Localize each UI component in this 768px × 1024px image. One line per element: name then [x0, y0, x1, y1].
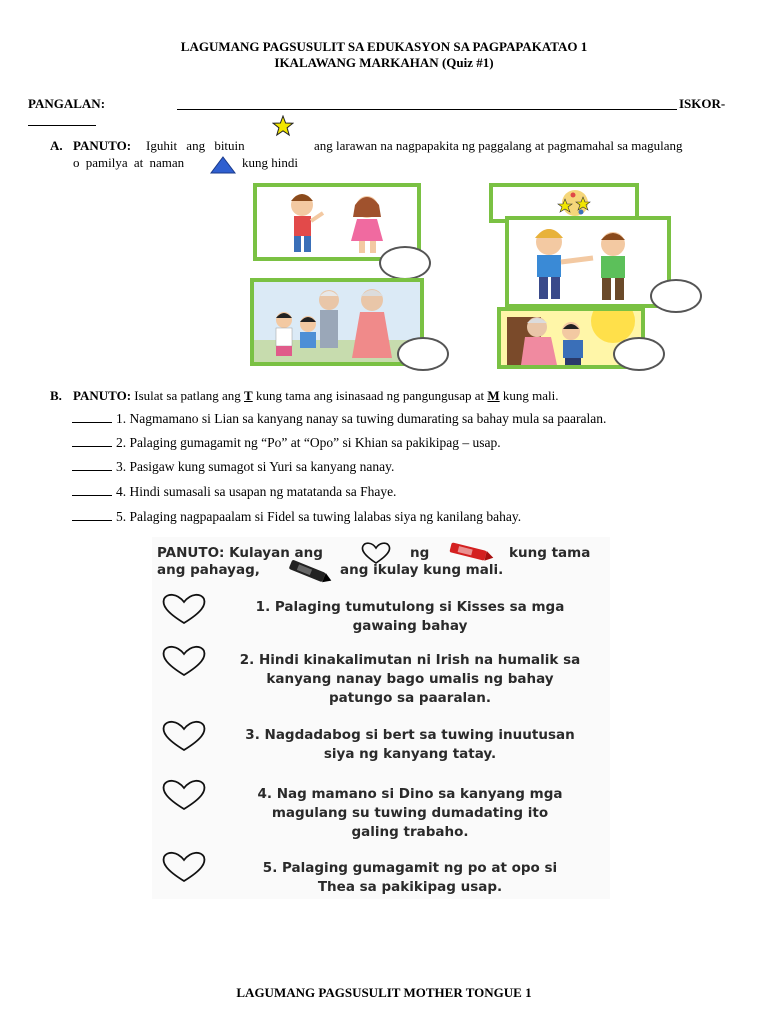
- panel-panuto-d: ang pahayag,: [157, 562, 260, 578]
- section-a-text-3: o pamilya at naman: [73, 155, 185, 170]
- partial-illustration: [493, 187, 635, 219]
- panel-panuto-a: PANUTO: Kulayan ang: [157, 545, 323, 561]
- section-b-instr-m: M: [487, 388, 500, 403]
- answer-blank-3[interactable]: [72, 470, 112, 471]
- coloring-item-line: 5. Palaging gumagamit ng po at opo si: [262, 860, 558, 876]
- answer-circle-1[interactable]: [379, 246, 431, 280]
- answer-circle-4[interactable]: [613, 337, 665, 371]
- answer-circle-3[interactable]: [650, 279, 702, 313]
- triangle-icon: [210, 156, 236, 174]
- answer-blank-5[interactable]: [72, 520, 112, 521]
- true-false-item-1: [72, 411, 606, 427]
- coloring-item-5: [210, 859, 610, 897]
- panel-panuto-b: ng: [410, 545, 430, 561]
- heart-icon[interactable]: [160, 592, 208, 626]
- answer-blank-2[interactable]: [72, 446, 112, 447]
- true-false-item-3: [72, 459, 394, 475]
- name-label: PANGALAN:: [28, 96, 106, 111]
- footer-title: LAGUMANG PAGSUSULIT MOTHER TONGUE 1: [236, 985, 532, 1000]
- answer-circle-2[interactable]: [397, 337, 449, 371]
- star-icon: [272, 115, 294, 137]
- section-b-instr-1: Isulat sa patlang ang: [134, 388, 241, 403]
- true-false-item-5: [72, 509, 521, 525]
- heart-icon[interactable]: [160, 778, 208, 812]
- name-line[interactable]: [177, 109, 677, 110]
- picture-card-boys-pushing: [505, 216, 671, 308]
- coloring-item-line: galing trabaho.: [351, 824, 469, 840]
- section-a-letter: A.: [50, 138, 63, 153]
- section-b-instructions: [73, 387, 559, 405]
- red-crayon-icon: [444, 541, 496, 563]
- panel-panuto-c: kung tama: [509, 545, 591, 561]
- coloring-item-line: magulang su tuwing dumadating ito: [271, 805, 549, 821]
- coloring-item-line: 3. Nagdadabog si bert sa tuwing inuutusan: [245, 727, 575, 743]
- section-b-instr-t: T: [244, 388, 253, 403]
- coloring-item-4: [210, 785, 610, 842]
- heart-icon[interactable]: [160, 850, 208, 884]
- item-text: 5. Palaging nagpapaalam si Fidel sa tuwing lalabas siya ng kanilang bahay.: [116, 509, 522, 524]
- grandparents-illustration: [254, 282, 420, 362]
- page-title: LAGUMANG PAGSUSULIT SA EDUKASYON SA PAGPAPAKATAO 1: [180, 39, 588, 54]
- item-text: 4. Hindi sumasali sa usapan ng matatanda sa Fhaye.: [116, 484, 397, 499]
- boys-pushing-illustration: [509, 220, 667, 304]
- coloring-item-line: 1. Palaging tumutulong si Kisses sa mga: [255, 599, 565, 615]
- coloring-item-line: 4. Nag mamano si Dino sa kanyang mga: [257, 786, 563, 802]
- panel-panuto-e: ang ikulay kung mali.: [340, 562, 504, 578]
- section-a-text-1: Iguhit ang bituin: [146, 138, 245, 153]
- section-a-text-4: kung hindi: [242, 155, 298, 170]
- section-b-instr-3: kung mali.: [502, 388, 559, 403]
- section-a-text-2: ang larawan na nagpapakita ng paggalang at pagmamahal sa magulang: [314, 138, 683, 153]
- item-text: 3. Pasigaw kung sumagot si Yuri sa kanyang nanay.: [116, 459, 395, 474]
- coloring-item-2: [210, 651, 610, 708]
- coloring-worksheet-panel: [152, 537, 610, 899]
- item-text: 2. Palaging gumagamit ng “Po” at “Opo” si Khian sa pakikipag – usap.: [116, 435, 501, 450]
- true-false-item-2: [72, 435, 501, 451]
- section-a-panuto: PANUTO:: [73, 138, 132, 153]
- coloring-item-line: 2. Hindi kinakalimutan ni Irish na humalik sa: [239, 652, 581, 668]
- heart-icon[interactable]: [160, 644, 208, 678]
- coloring-item-1: [210, 598, 610, 636]
- coloring-item-line: siya ng kanyang tatay.: [323, 746, 497, 762]
- coloring-item-line: Thea sa pakikipag usap.: [317, 879, 503, 895]
- black-crayon-icon: [283, 559, 337, 585]
- section-b-letter: B.: [50, 388, 62, 403]
- coloring-item-line: gawaing bahay: [352, 618, 468, 634]
- coloring-item-line: patungo sa paaralan.: [328, 690, 492, 706]
- true-false-item-4: [72, 484, 396, 500]
- section-b-instr-2: kung tama ang isinasaad ng pangungusap at: [255, 388, 485, 403]
- answer-blank-1[interactable]: [72, 422, 112, 423]
- answer-blank-4[interactable]: [72, 495, 112, 496]
- heart-icon[interactable]: [160, 719, 208, 753]
- children-greeting-illustration: [257, 187, 417, 257]
- coloring-item-line: kanyang nanay bago umalis ng bahay: [266, 671, 554, 687]
- item-text: 1. Nagmamano si Lian sa kanyang nanay sa tuwing dumarating sa bahay mula sa paaralan.: [116, 411, 607, 426]
- coloring-item-3: [210, 726, 610, 764]
- section-b-panuto: PANUTO:: [73, 388, 132, 403]
- score-line[interactable]: [28, 125, 96, 126]
- score-label: ISKOR-: [679, 96, 726, 111]
- page-subtitle: IKALAWANG MARKAHAN (Quiz #1): [274, 55, 494, 70]
